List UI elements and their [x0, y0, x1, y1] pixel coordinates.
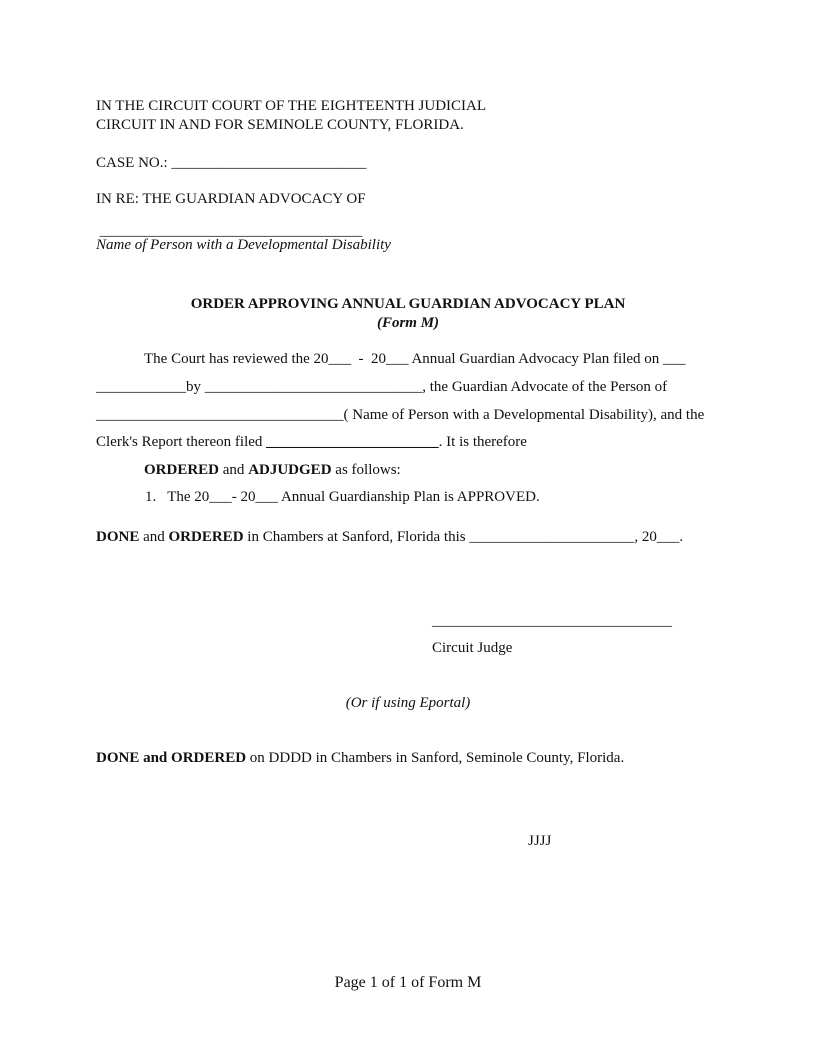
eportal-note: (Or if using Eportal) — [345, 695, 471, 711]
order-item-1: 1. The 20___- 20___ Annual Guardianship Plan is APPROVED. — [145, 489, 540, 505]
done-ordered-line — [96, 528, 683, 546]
eportal-done-ordered: DONE and ORDERED — [96, 750, 247, 766]
ordered-adjudged-line — [144, 461, 401, 479]
judge-placeholder: JJJJ — [528, 833, 552, 849]
in-re-heading: IN RE: THE GUARDIAN ADVOCACY OF — [96, 191, 366, 207]
done-word: DONE — [96, 529, 140, 545]
form-label: (Form M) — [376, 315, 440, 331]
page-footer: Page 1 of 1 of Form M — [334, 974, 482, 991]
ordered-and: and — [219, 462, 249, 478]
body-line-4 — [96, 433, 527, 451]
adjudged-word: ADJUDGED — [248, 462, 332, 478]
done-and: and — [139, 529, 169, 545]
done-text: in Chambers at Sanford, Florida this ______________________, 20___. — [243, 529, 684, 545]
clerk-report-date-blank: _______________________ — [266, 434, 439, 450]
done-ordered-word: ORDERED — [168, 529, 244, 545]
court-header-line-1: IN THE CIRCUIT COURT OF THE EIGHTEENTH JUDICIAL — [96, 98, 487, 114]
body-line-4-suffix: . It is therefore — [438, 434, 527, 450]
judge-label: Circuit Judge — [432, 640, 513, 656]
person-name-blank: ___________________________________ — [96, 223, 363, 239]
document-title: ORDER APPROVING ANNUAL GUARDIAN ADVOCACY PLAN — [190, 296, 626, 312]
eportal-done-text: on DDDD in Chambers in Sanford, Seminole County, Florida. — [246, 750, 625, 766]
court-header-line-2: CIRCUIT IN AND FOR SEMINOLE COUNTY, FLORIDA. — [96, 117, 464, 133]
body-line-4-prefix: Clerk's Report thereon filed — [96, 434, 267, 450]
ordered-word: ORDERED — [144, 462, 220, 478]
signature-line: ________________________________ — [432, 613, 672, 629]
ordered-suffix: as follows: — [331, 462, 401, 478]
case-number: CASE NO.: __________________________ — [96, 155, 367, 171]
body-line-3: _________________________________( Name of Person with a Developmental Disability), and the — [96, 407, 705, 423]
body-line-1: The Court has reviewed the 20___ - 20___ Annual Guardian Advocacy Plan filed on ___ — [144, 351, 686, 367]
person-name-caption: Name of Person with a Developmental Disability — [96, 237, 391, 253]
eportal-done-line — [96, 749, 624, 767]
body-line-2: ____________by _____________________________, the Guardian Advocate of the Person of — [96, 379, 668, 395]
